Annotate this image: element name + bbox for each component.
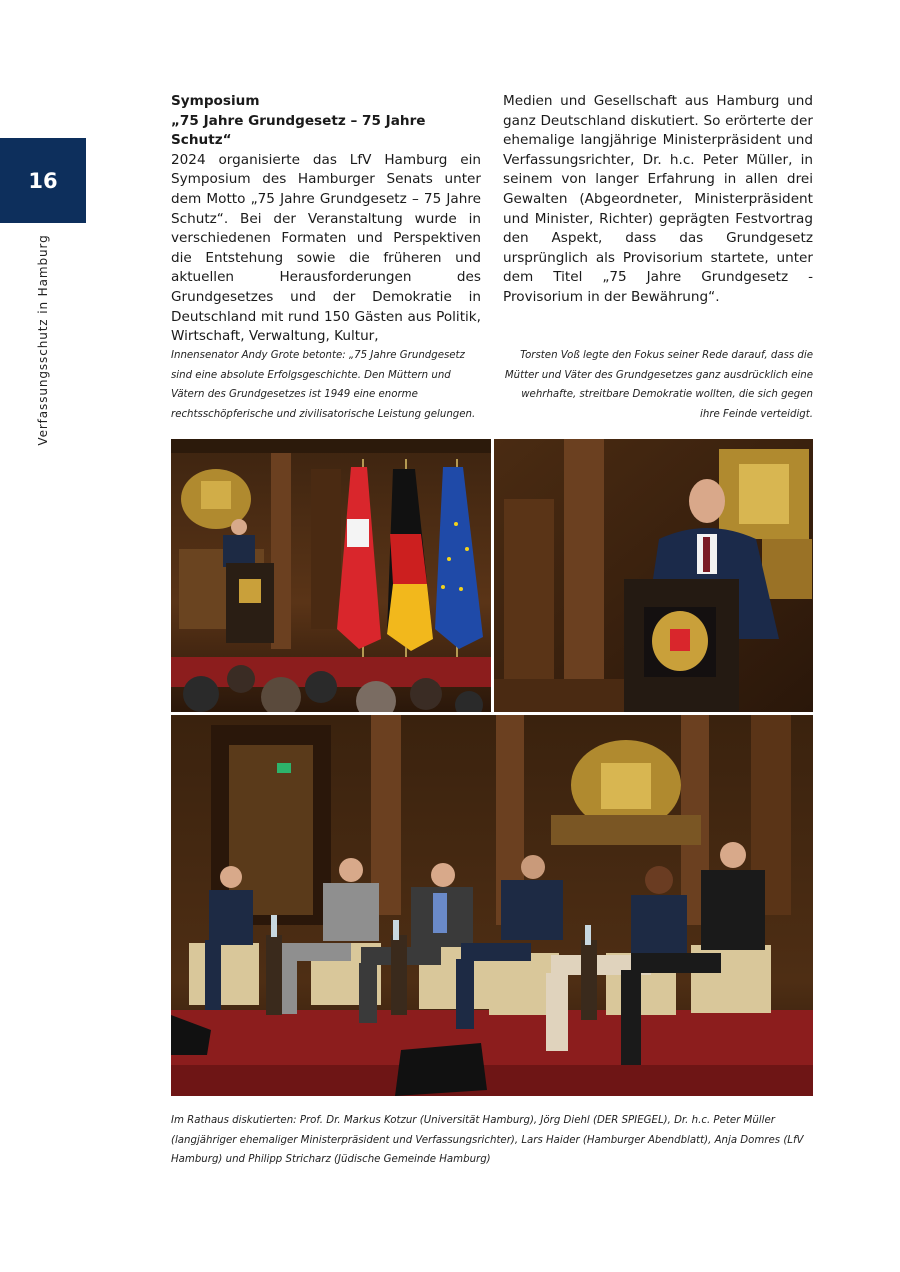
- article-body-right: Medien und Gesellschaft aus Hamburg und ganz Deutschland diskutiert. So erörterte der ehemalige langjährige Ministerpräsident und Verfassungsrichter, Dr. h.c. Peter Müller, in seinem von langer Erfahrung in allen drei Gewalten (Abgeordneter, Ministerpräsident und Minister, Richter) geprägten Festvortrag den Aspekt, dass das Grundgesetz ursprünglich als Provisorium startete, unter dem Titel „75 Jahre Grundgesetz - Provisorium in der Bewährung“.: [503, 93, 813, 305]
- article-heading: [171, 92, 481, 151]
- caption-top-right: Torsten Voß legte den Fokus seiner Rede darauf, dass die Mütter und Väter des Grundgesetzes ganz ausdrücklich eine wehrhafte, streitbare Demokratie wollten, die sich gegen ihre Feinde verteidigt.: [504, 350, 813, 420]
- side-section-label: Verfassungsschutz in Hamburg: [36, 234, 50, 446]
- photo-vos-speech: [494, 439, 813, 712]
- article-heading-line1: Symposium: [171, 93, 260, 109]
- article-heading-line2: „75 Jahre Grundgesetz – 75 Jahre Schutz“: [171, 112, 426, 149]
- page-number-tab: [0, 138, 86, 223]
- page-number: 16: [28, 168, 58, 193]
- article-body-left: 2024 organisierte das LfV Hamburg ein Symposium des Hamburger Senats unter dem Motto „75 Jahre Grundgesetz – 75 Jahre Schutz“. Bei der Veranstaltung wurde in verschiedenen Formaten und Perspektiven die Entstehung sowie die früheren und aktuellen Herausforderungen des Grundgesetzes und der Demokratie in Deutschland mit rund 150 Gästen aus Politik, Wirtschaft, Verwaltung, Kultur,: [171, 151, 481, 345]
- article-column-left: [171, 92, 481, 347]
- photo-panel-discussion: [171, 715, 813, 1096]
- article-column-right: [503, 92, 813, 308]
- photo-senator-speech: [171, 439, 491, 712]
- caption-panel-discussion: Im Rathaus diskutierten: Prof. Dr. Markus Kotzur (Universität Hamburg), Jörg Diehl (DER SPIEGEL), Dr. h.c. Peter Müller (langjähriger ehemaliger Ministerpräsident und Verfassungsrichter), Lars Haider (Hamburger Abendblatt), Anja Domres (LfV Hamburg) und Philipp Stricharz (Jüdische Gemeinde Hamburg): [171, 1115, 804, 1165]
- caption-top-left: Innensenator Andy Grote betonte: „75 Jahre Grundgesetz sind eine absolute Erfolgsgeschichte. Den Müttern und Vätern des Grundgesetzes ist 1949 eine enorme rechtsschöpferische und zivilisatorische Leistung gelungen.: [171, 350, 476, 420]
